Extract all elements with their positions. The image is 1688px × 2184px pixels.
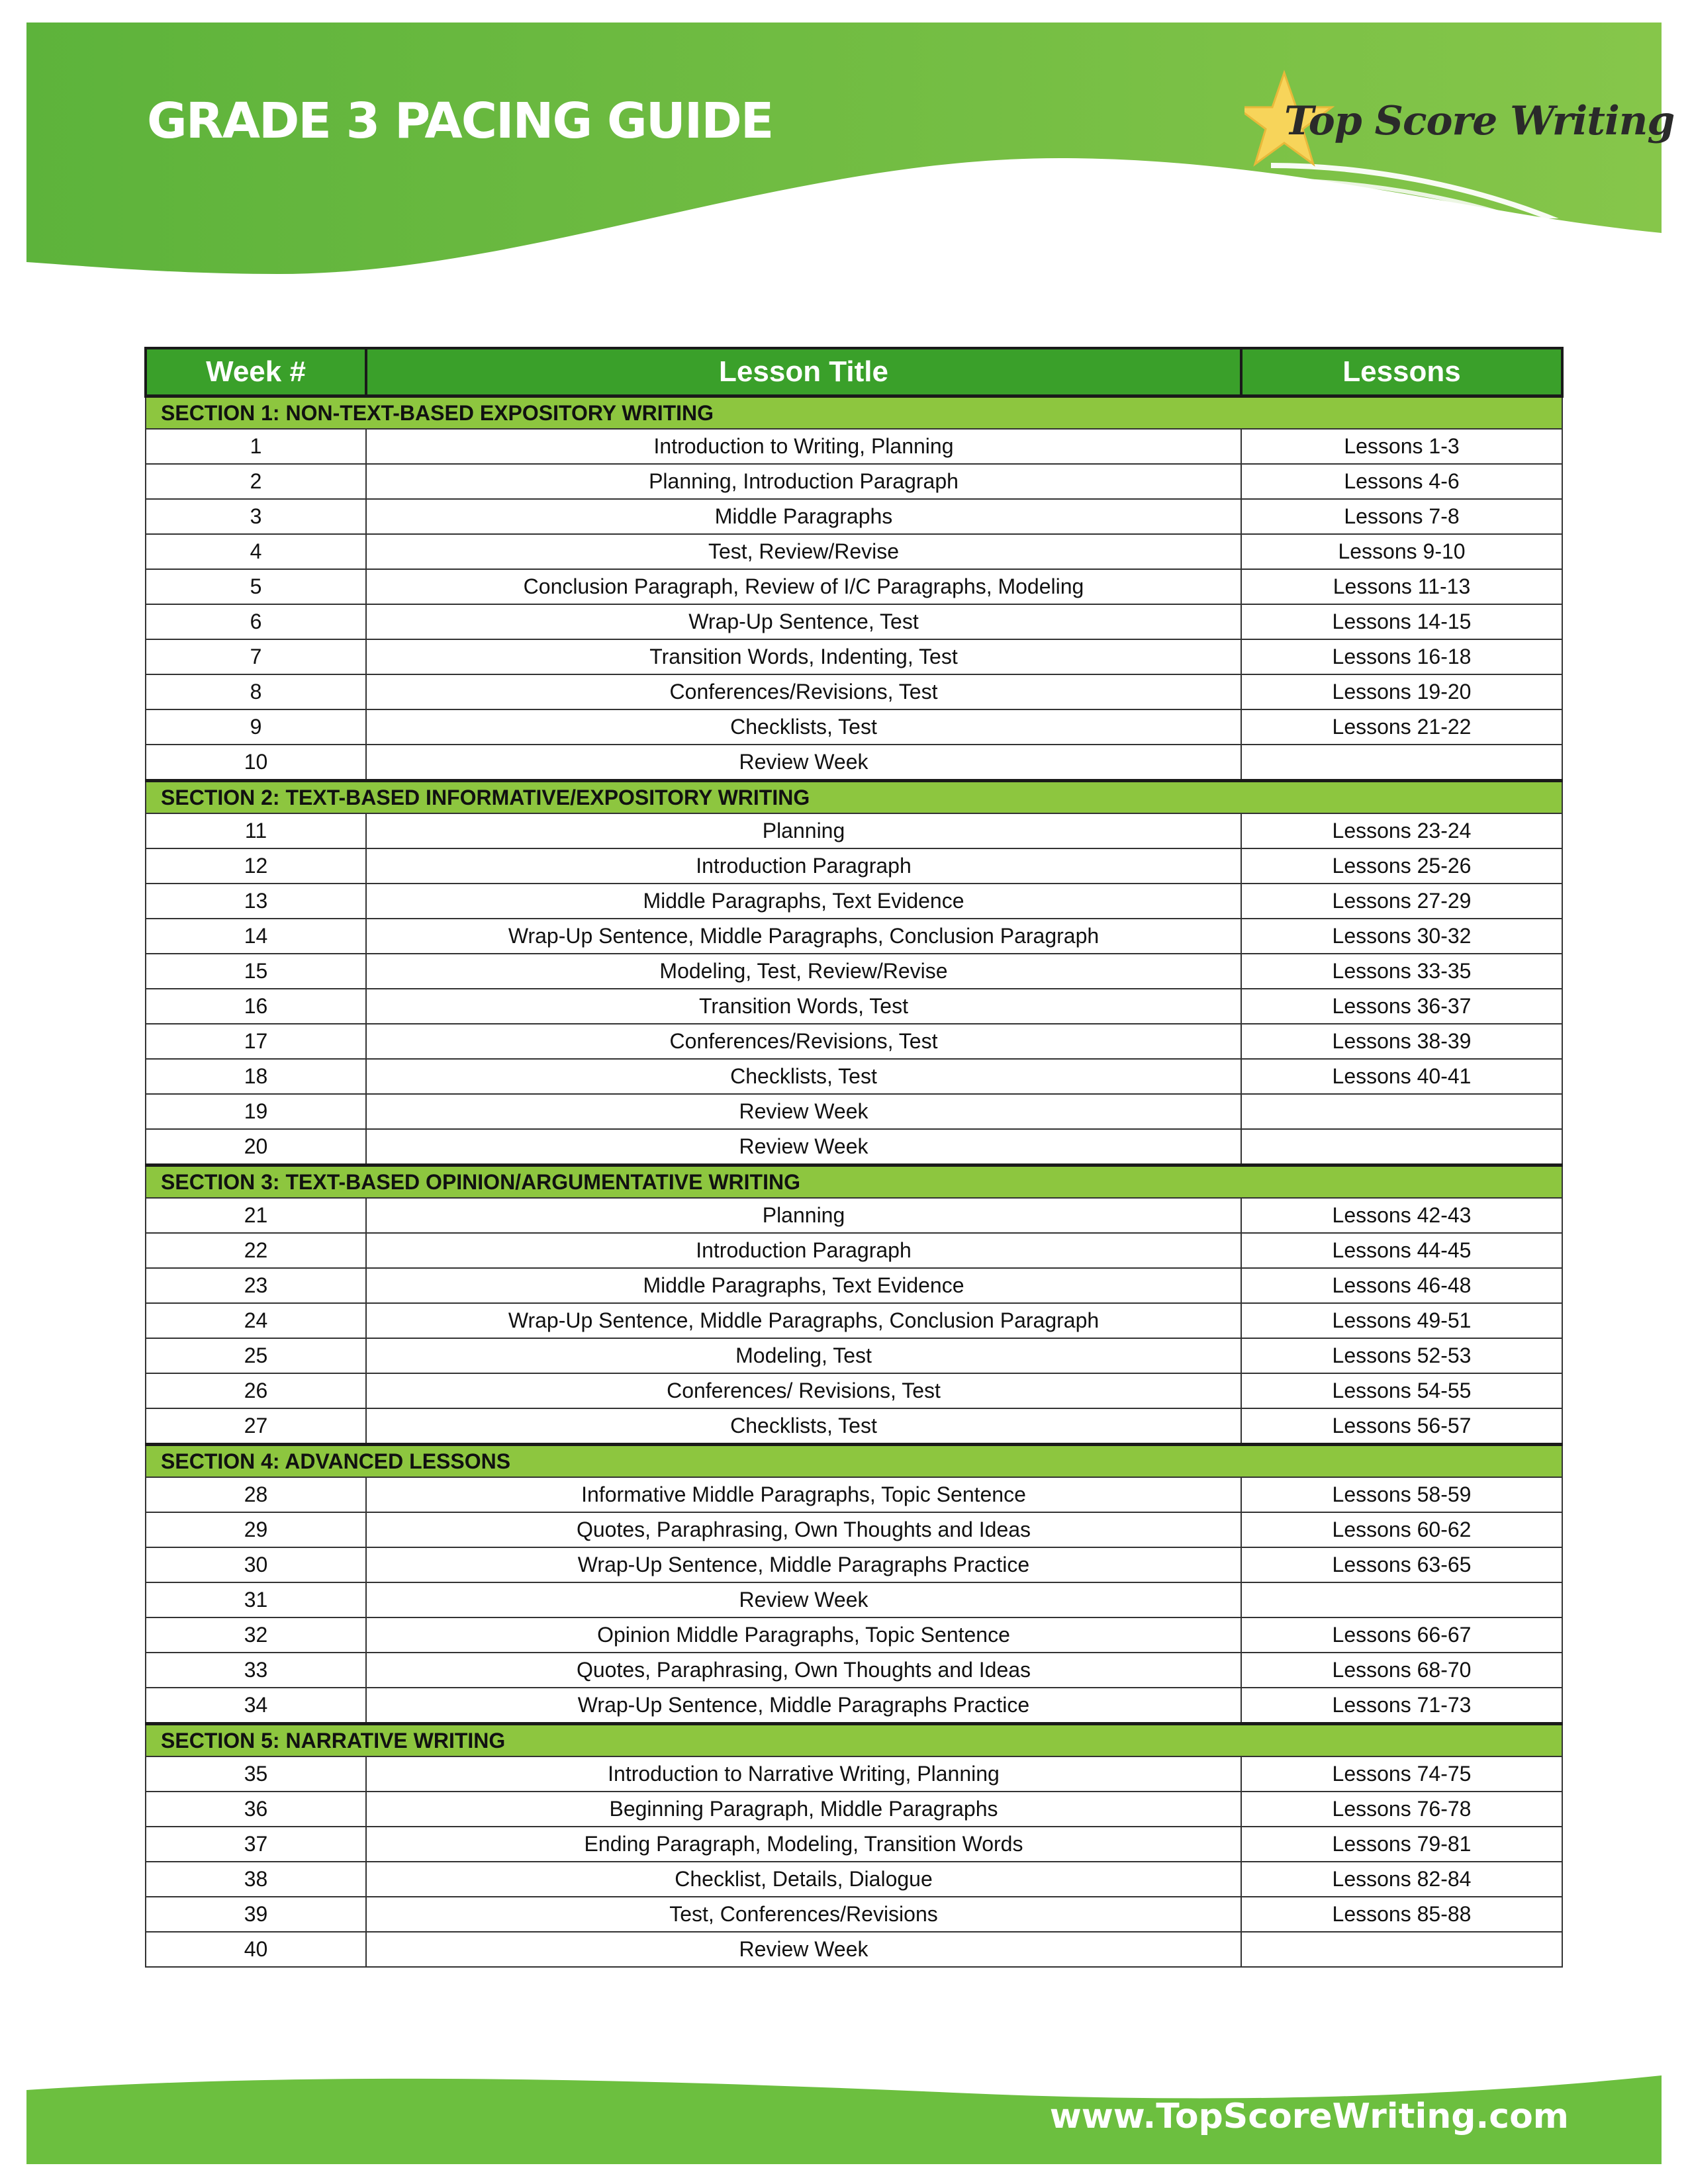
lesson-title-cell: Transition Words, Indenting, Test xyxy=(366,639,1241,674)
week-cell: 36 xyxy=(146,1792,366,1827)
table-row xyxy=(146,429,1562,464)
lessons-cell: Lessons 56-57 xyxy=(1241,1408,1562,1445)
table-row xyxy=(146,1547,1562,1582)
table-row xyxy=(146,674,1562,709)
section-heading: SECTION 1: NON-TEXT-BASED EXPOSITORY WRITING xyxy=(146,396,1562,430)
table-row xyxy=(146,1897,1562,1932)
section-heading: SECTION 5: NARRATIVE WRITING xyxy=(146,1724,1562,1757)
lessons-cell: Lessons 1-3 xyxy=(1241,429,1562,464)
week-cell: 26 xyxy=(146,1373,366,1408)
lessons-cell: Lessons 60-62 xyxy=(1241,1512,1562,1547)
lesson-title-cell: Beginning Paragraph, Middle Paragraphs xyxy=(366,1792,1241,1827)
table-row xyxy=(146,534,1562,569)
footer-url[interactable]: www.TopScoreWriting.com xyxy=(1049,2097,1569,2136)
week-cell: 3 xyxy=(146,499,366,534)
table-header-row xyxy=(146,348,1562,396)
week-cell: 38 xyxy=(146,1862,366,1897)
section-row xyxy=(146,1724,1562,1757)
week-cell: 1 xyxy=(146,429,366,464)
week-cell: 30 xyxy=(146,1547,366,1582)
lessons-cell: Lessons 49-51 xyxy=(1241,1303,1562,1338)
lessons-cell: Lessons 11-13 xyxy=(1241,569,1562,604)
lesson-title-cell: Transition Words, Test xyxy=(366,989,1241,1024)
column-header-week: Week # xyxy=(146,348,366,396)
lessons-cell xyxy=(1241,1582,1562,1617)
week-cell: 22 xyxy=(146,1233,366,1268)
week-cell: 33 xyxy=(146,1653,366,1688)
table-row xyxy=(146,1932,1562,1967)
section-heading: SECTION 3: TEXT-BASED OPINION/ARGUMENTATIVE WRITING xyxy=(146,1165,1562,1199)
week-cell: 35 xyxy=(146,1756,366,1792)
week-cell: 21 xyxy=(146,1198,366,1233)
table-row xyxy=(146,813,1562,848)
lessons-cell: Lessons 82-84 xyxy=(1241,1862,1562,1897)
table-row xyxy=(146,464,1562,499)
week-cell: 29 xyxy=(146,1512,366,1547)
lessons-cell xyxy=(1241,1094,1562,1129)
week-cell: 25 xyxy=(146,1338,366,1373)
lesson-title-cell: Introduction Paragraph xyxy=(366,848,1241,884)
lesson-title-cell: Planning xyxy=(366,1198,1241,1233)
lessons-cell: Lessons 85-88 xyxy=(1241,1897,1562,1932)
week-cell: 11 xyxy=(146,813,366,848)
week-cell: 2 xyxy=(146,464,366,499)
table-row xyxy=(146,569,1562,604)
lesson-title-cell: Modeling, Test, Review/Revise xyxy=(366,954,1241,989)
week-cell: 23 xyxy=(146,1268,366,1303)
lesson-title-cell: Checklist, Details, Dialogue xyxy=(366,1862,1241,1897)
lessons-cell: Lessons 33-35 xyxy=(1241,954,1562,989)
table-row xyxy=(146,848,1562,884)
lessons-cell: Lessons 14-15 xyxy=(1241,604,1562,639)
lessons-cell: Lessons 58-59 xyxy=(1241,1477,1562,1512)
week-cell: 14 xyxy=(146,919,366,954)
lesson-title-cell: Quotes, Paraphrasing, Own Thoughts and Ideas xyxy=(366,1653,1241,1688)
lessons-cell: Lessons 27-29 xyxy=(1241,884,1562,919)
lesson-title-cell: Informative Middle Paragraphs, Topic Sentence xyxy=(366,1477,1241,1512)
table-row xyxy=(146,884,1562,919)
column-header-lesson-title: Lesson Title xyxy=(366,348,1241,396)
lessons-cell xyxy=(1241,1932,1562,1967)
table-row xyxy=(146,1303,1562,1338)
lessons-cell: Lessons 40-41 xyxy=(1241,1059,1562,1094)
lesson-title-cell: Middle Paragraphs xyxy=(366,499,1241,534)
lesson-title-cell: Checklists, Test xyxy=(366,1059,1241,1094)
lessons-cell: Lessons 66-67 xyxy=(1241,1617,1562,1653)
table-row xyxy=(146,1512,1562,1547)
table-row xyxy=(146,1373,1562,1408)
lessons-cell: Lessons 36-37 xyxy=(1241,989,1562,1024)
lesson-title-cell: Planning, Introduction Paragraph xyxy=(366,464,1241,499)
lesson-title-cell: Wrap-Up Sentence, Middle Paragraphs Practice xyxy=(366,1547,1241,1582)
table-row xyxy=(146,1827,1562,1862)
table-row xyxy=(146,1198,1562,1233)
lesson-title-cell: Conclusion Paragraph, Review of I/C Paragraphs, Modeling xyxy=(366,569,1241,604)
week-cell: 39 xyxy=(146,1897,366,1932)
lesson-title-cell: Conferences/Revisions, Test xyxy=(366,1024,1241,1059)
lesson-title-cell: Introduction to Narrative Writing, Planning xyxy=(366,1756,1241,1792)
lesson-title-cell: Review Week xyxy=(366,1094,1241,1129)
table-row xyxy=(146,745,1562,781)
lessons-cell: Lessons 54-55 xyxy=(1241,1373,1562,1408)
lesson-title-cell: Introduction Paragraph xyxy=(366,1233,1241,1268)
table-row xyxy=(146,1338,1562,1373)
column-header-lessons: Lessons xyxy=(1241,348,1562,396)
lessons-cell: Lessons 46-48 xyxy=(1241,1268,1562,1303)
week-cell: 10 xyxy=(146,745,366,781)
lessons-cell: Lessons 38-39 xyxy=(1241,1024,1562,1059)
week-cell: 8 xyxy=(146,674,366,709)
table-row xyxy=(146,1862,1562,1897)
table-row xyxy=(146,954,1562,989)
week-cell: 34 xyxy=(146,1688,366,1724)
lessons-cell: Lessons 71-73 xyxy=(1241,1688,1562,1724)
week-cell: 28 xyxy=(146,1477,366,1512)
lesson-title-cell: Wrap-Up Sentence, Test xyxy=(366,604,1241,639)
lessons-cell: Lessons 23-24 xyxy=(1241,813,1562,848)
lesson-title-cell: Quotes, Paraphrasing, Own Thoughts and Ideas xyxy=(366,1512,1241,1547)
table-body xyxy=(146,396,1562,1968)
week-cell: 9 xyxy=(146,709,366,745)
week-cell: 4 xyxy=(146,534,366,569)
lessons-cell: Lessons 7-8 xyxy=(1241,499,1562,534)
table-row xyxy=(146,919,1562,954)
section-row xyxy=(146,1165,1562,1199)
week-cell: 12 xyxy=(146,848,366,884)
lessons-cell xyxy=(1241,745,1562,781)
lesson-title-cell: Wrap-Up Sentence, Middle Paragraphs, Conclusion Paragraph xyxy=(366,1303,1241,1338)
lesson-title-cell: Conferences/Revisions, Test xyxy=(366,674,1241,709)
week-cell: 13 xyxy=(146,884,366,919)
section-heading: SECTION 4: ADVANCED LESSONS xyxy=(146,1445,1562,1478)
table-row xyxy=(146,1582,1562,1617)
lessons-cell: Lessons 44-45 xyxy=(1241,1233,1562,1268)
lesson-title-cell: Middle Paragraphs, Text Evidence xyxy=(366,884,1241,919)
lesson-title-cell: Wrap-Up Sentence, Middle Paragraphs, Conclusion Paragraph xyxy=(366,919,1241,954)
week-cell: 5 xyxy=(146,569,366,604)
lessons-cell: Lessons 30-32 xyxy=(1241,919,1562,954)
lesson-title-cell: Review Week xyxy=(366,1582,1241,1617)
week-cell: 31 xyxy=(146,1582,366,1617)
table-row xyxy=(146,1792,1562,1827)
table-row xyxy=(146,604,1562,639)
lesson-title-cell: Test, Review/Revise xyxy=(366,534,1241,569)
lesson-title-cell: Checklists, Test xyxy=(366,709,1241,745)
lesson-title-cell: Opinion Middle Paragraphs, Topic Sentence xyxy=(366,1617,1241,1653)
table-row xyxy=(146,1024,1562,1059)
table-row xyxy=(146,1129,1562,1165)
lessons-cell: Lessons 21-22 xyxy=(1241,709,1562,745)
lessons-cell: Lessons 76-78 xyxy=(1241,1792,1562,1827)
week-cell: 20 xyxy=(146,1129,366,1165)
lesson-title-cell: Conferences/ Revisions, Test xyxy=(366,1373,1241,1408)
lessons-cell: Lessons 25-26 xyxy=(1241,848,1562,884)
lessons-cell: Lessons 9-10 xyxy=(1241,534,1562,569)
lessons-cell xyxy=(1241,1129,1562,1165)
section-heading: SECTION 2: TEXT-BASED INFORMATIVE/EXPOSITORY WRITING xyxy=(146,781,1562,814)
week-cell: 7 xyxy=(146,639,366,674)
lesson-title-cell: Test, Conferences/Revisions xyxy=(366,1897,1241,1932)
week-cell: 27 xyxy=(146,1408,366,1445)
lesson-title-cell: Checklists, Test xyxy=(366,1408,1241,1445)
table-row xyxy=(146,1477,1562,1512)
section-row xyxy=(146,396,1562,430)
lessons-cell: Lessons 4-6 xyxy=(1241,464,1562,499)
lessons-cell: Lessons 68-70 xyxy=(1241,1653,1562,1688)
week-cell: 18 xyxy=(146,1059,366,1094)
lesson-title-cell: Middle Paragraphs, Text Evidence xyxy=(366,1268,1241,1303)
section-row xyxy=(146,1445,1562,1478)
pacing-table xyxy=(144,347,1564,1968)
lessons-cell: Lessons 52-53 xyxy=(1241,1338,1562,1373)
lesson-title-cell: Ending Paragraph, Modeling, Transition Words xyxy=(366,1827,1241,1862)
week-cell: 16 xyxy=(146,989,366,1024)
lessons-cell: Lessons 16-18 xyxy=(1241,639,1562,674)
logo-text: Top Score Writing xyxy=(1284,98,1675,144)
table-row xyxy=(146,1617,1562,1653)
table-row xyxy=(146,709,1562,745)
week-cell: 40 xyxy=(146,1932,366,1967)
brand-logo xyxy=(1244,66,1675,218)
table-row xyxy=(146,989,1562,1024)
lessons-cell: Lessons 79-81 xyxy=(1241,1827,1562,1862)
lessons-cell: Lessons 19-20 xyxy=(1241,674,1562,709)
week-cell: 32 xyxy=(146,1617,366,1653)
table-row xyxy=(146,1653,1562,1688)
table-row xyxy=(146,1268,1562,1303)
lesson-title-cell: Review Week xyxy=(366,745,1241,781)
week-cell: 17 xyxy=(146,1024,366,1059)
table-row xyxy=(146,499,1562,534)
table-row xyxy=(146,1756,1562,1792)
week-cell: 19 xyxy=(146,1094,366,1129)
lesson-title-cell: Review Week xyxy=(366,1932,1241,1967)
week-cell: 6 xyxy=(146,604,366,639)
section-row xyxy=(146,781,1562,814)
lessons-cell: Lessons 63-65 xyxy=(1241,1547,1562,1582)
table-row xyxy=(146,1688,1562,1724)
lesson-title-cell: Introduction to Writing, Planning xyxy=(366,429,1241,464)
lesson-title-cell: Review Week xyxy=(366,1129,1241,1165)
lessons-cell: Lessons 42-43 xyxy=(1241,1198,1562,1233)
lesson-title-cell: Modeling, Test xyxy=(366,1338,1241,1373)
table-row xyxy=(146,1059,1562,1094)
lesson-title-cell: Planning xyxy=(366,813,1241,848)
lesson-title-cell: Wrap-Up Sentence, Middle Paragraphs Practice xyxy=(366,1688,1241,1724)
lessons-cell: Lessons 74-75 xyxy=(1241,1756,1562,1792)
page-title: GRADE 3 PACING GUIDE xyxy=(147,93,773,150)
table-row xyxy=(146,639,1562,674)
table-row xyxy=(146,1233,1562,1268)
table-row xyxy=(146,1408,1562,1445)
week-cell: 37 xyxy=(146,1827,366,1862)
week-cell: 15 xyxy=(146,954,366,989)
table-row xyxy=(146,1094,1562,1129)
week-cell: 24 xyxy=(146,1303,366,1338)
